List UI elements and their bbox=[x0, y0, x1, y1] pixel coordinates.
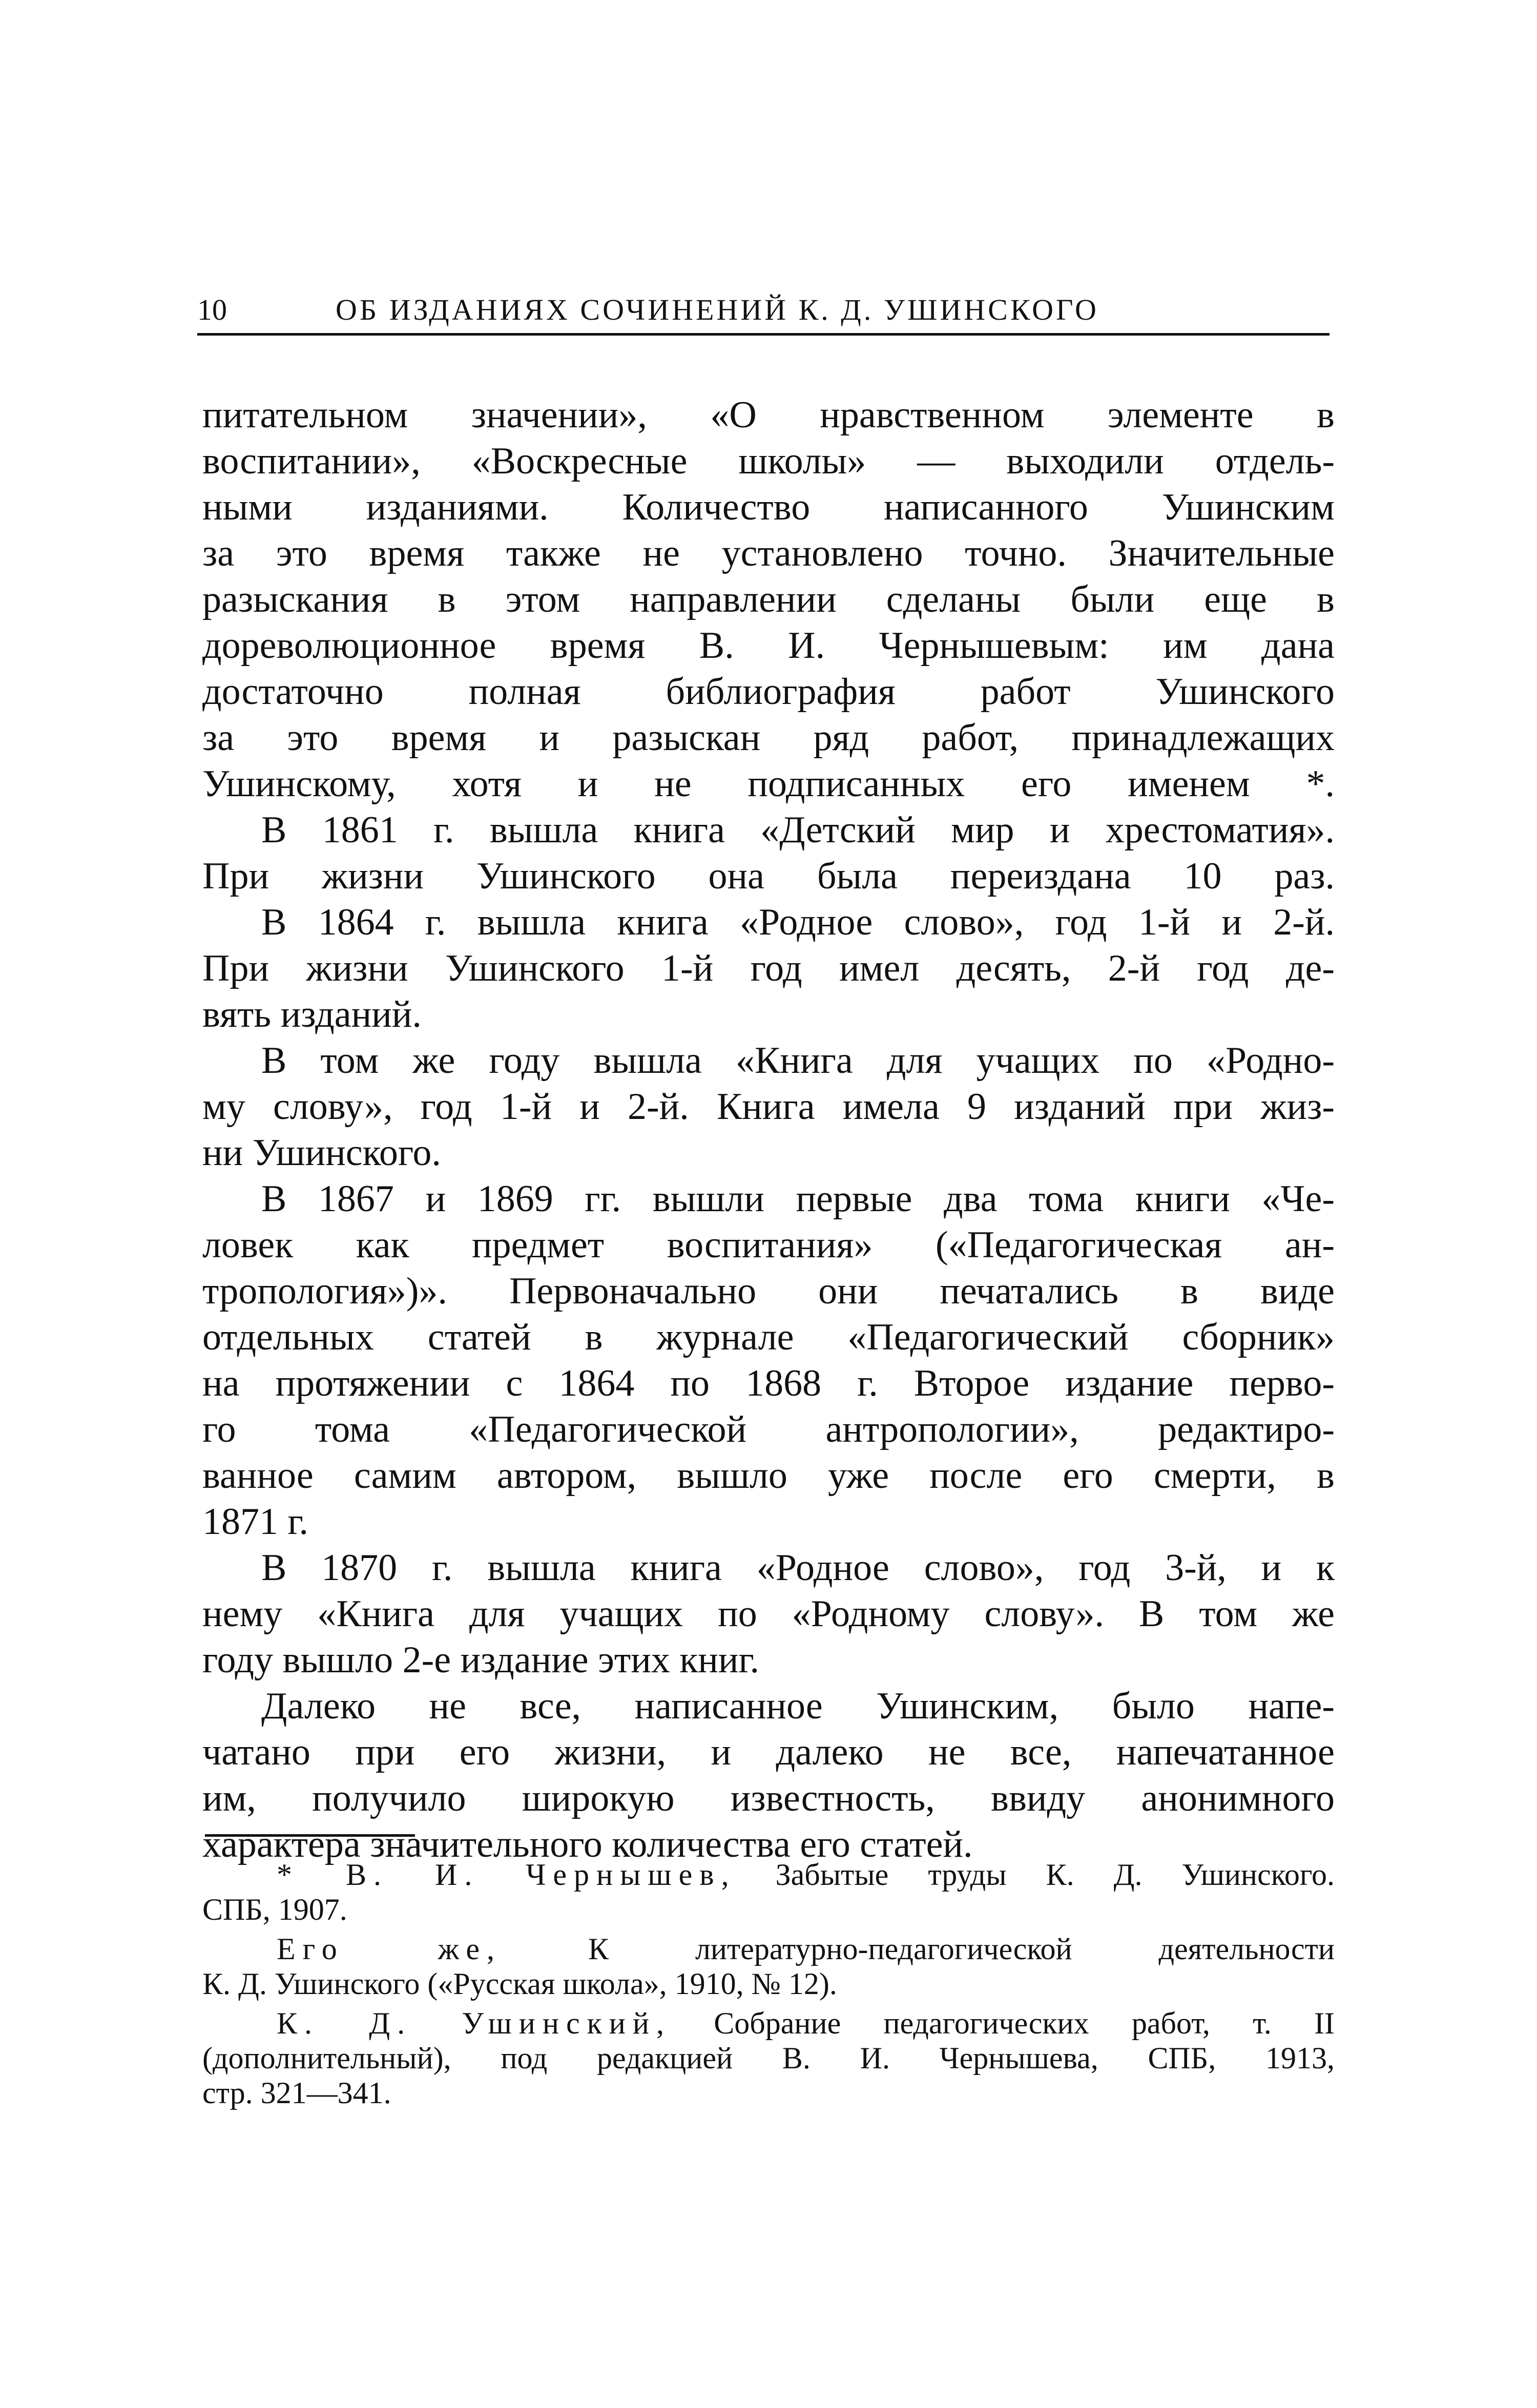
footnote-text: Собрание педагогических работ, т. II bbox=[714, 2006, 1335, 2040]
footnote-rule bbox=[205, 1834, 415, 1837]
text-line: воспитании», «Воскресные школы» — выходили отдель- bbox=[202, 440, 1335, 482]
text-line: за это время также не установлено точно. Значительные bbox=[202, 532, 1335, 574]
text-line: В том же году вышла «Книга для учащих по «Родно- bbox=[261, 1040, 1335, 1082]
text-line: характера значительного количества его статей. bbox=[202, 1823, 973, 1865]
text-line: В 1870 г. вышла книга «Родное слово», год 3-й, и к bbox=[261, 1547, 1335, 1589]
text-line: вять изданий. bbox=[202, 993, 422, 1035]
text-line: ванное самим автором, вышло уже после его смерти, в bbox=[202, 1455, 1335, 1497]
text-line: разыскания в этом направлении сделаны были еще в bbox=[202, 578, 1335, 620]
text-line: Далеко не все, написанное Ушинским, было напе- bbox=[261, 1685, 1335, 1727]
text-line: В 1861 г. вышла книга «Детский мир и хрестоматия». bbox=[261, 809, 1335, 851]
text-line: чатано при его жизни, и далеко не все, напечатанное bbox=[202, 1731, 1335, 1773]
text-line: В 1867 и 1869 гг. вышли первые два тома книги «Че- bbox=[261, 1178, 1335, 1220]
footnote-text: К литературно-педагогической деятельности bbox=[588, 1932, 1335, 1966]
text-line: за это время и разыскан ряд работ, принадлежащих bbox=[202, 717, 1335, 759]
text-line: ными изданиями. Количество написанного Ушинским bbox=[202, 486, 1335, 528]
text-line: году вышло 2-е издание этих книг. bbox=[202, 1639, 759, 1681]
text-line: отдельных статей в журнале «Педагогический сборник» bbox=[202, 1316, 1335, 1358]
footnote-author: * В. И. Чернышев, bbox=[277, 1858, 736, 1892]
text-line: ни Ушинского. bbox=[202, 1132, 441, 1174]
footnote-line bbox=[277, 1932, 1335, 1966]
text-line: В 1864 г. вышла книга «Родное слово», год 1-й и 2-й. bbox=[261, 901, 1335, 943]
text-line: им, получило широкую известность, ввиду анонимного bbox=[202, 1777, 1335, 1819]
text-line: ловек как предмет воспитания» («Педагогическая ан- bbox=[202, 1224, 1335, 1266]
running-head bbox=[197, 287, 1330, 336]
footnote-line: СПБ, 1907. bbox=[202, 1893, 347, 1926]
text-line: При жизни Ушинского она была переиздана 10 раз. bbox=[202, 855, 1335, 897]
text-line: тропология»)». Первоначально они печатались в виде bbox=[202, 1270, 1335, 1312]
running-title: ОБ ИЗДАНИЯХ СОЧИНЕНИЙ К. Д. УШИНСКОГО bbox=[336, 293, 1099, 326]
footnote-text: Забытые труды К. Д. Ушинского. bbox=[775, 1858, 1335, 1892]
text-line: Ушинскому, хотя и не подписанных его именем *. bbox=[202, 763, 1335, 805]
text-line: питательном значении», «О нравственном элементе в bbox=[202, 394, 1335, 436]
footnote-author: Его же, bbox=[277, 1932, 502, 1966]
footnote-author: К. Д. Ушинский, bbox=[277, 2006, 672, 2040]
text-line: го тома «Педагогической антропологии», редактиро- bbox=[202, 1408, 1335, 1450]
footnote-line: (дополнительный), под редакцией В. И. Чернышева, СПБ, 1913, bbox=[202, 2041, 1335, 2075]
footnote-line bbox=[277, 1857, 1335, 1892]
text-line: дореволюционное время В. И. Чернышевым: им дана bbox=[202, 625, 1335, 667]
text-line: нему «Книга для учащих по «Родному слову». В том же bbox=[202, 1593, 1335, 1635]
text-line: на протяжении с 1864 по 1868 г. Второе издание перво- bbox=[202, 1362, 1335, 1404]
text-line: достаточно полная библиография работ Ушинского bbox=[202, 671, 1335, 713]
footnote-line: К. Д. Ушинского («Русская школа», 1910, № 12). bbox=[202, 1967, 837, 2001]
text-line: му слову», год 1-й и 2-й. Книга имела 9 изданий при жиз- bbox=[202, 1086, 1335, 1128]
footnote-line bbox=[277, 2006, 1335, 2041]
text-line: При жизни Ушинского 1-й год имел десять, 2-й год де- bbox=[202, 947, 1335, 989]
page-number: 10 bbox=[197, 293, 227, 326]
footnote-line: стр. 321—341. bbox=[202, 2076, 391, 2110]
text-line: 1871 г. bbox=[202, 1501, 309, 1543]
